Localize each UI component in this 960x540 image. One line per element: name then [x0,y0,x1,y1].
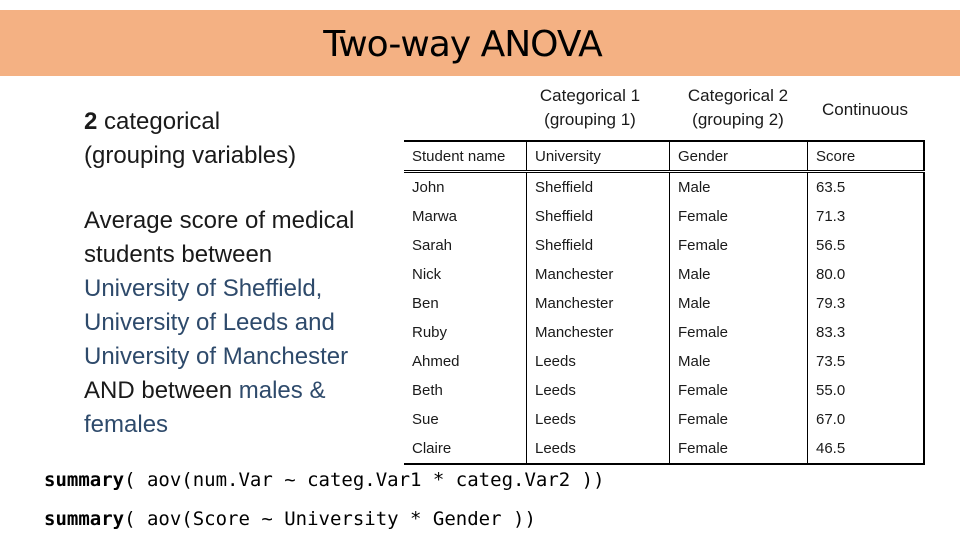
example-r-code-args: ( aov(Score ~ University * Gender )) [124,508,536,530]
table-row [404,405,924,434]
cell-score: 79.3 [808,289,925,318]
table-row [404,347,924,376]
study-line-2: students between [84,241,273,268]
grouping-line-1 [84,105,296,139]
cell-gender: Female [670,405,808,434]
categorical-1-subtitle: (grouping 1) [544,110,636,129]
study-line-5: University of Manchester [84,343,349,370]
cell-university: Sheffield [527,231,670,260]
cell-university: Sheffield [527,202,670,231]
study-line-1: Average score of medical [84,207,355,234]
categorical-1-title: Categorical 1 [539,86,641,105]
grouping-word: categorical [97,108,221,135]
cell-university: Leeds [527,405,670,434]
cell-name: Ahmed [412,353,460,370]
cell-university: Sheffield [527,172,670,203]
categorical-2-label [668,84,808,132]
cell-name: Beth [412,382,443,399]
cell-gender: Female [670,376,808,405]
cell-name: John [412,179,445,196]
cell-gender: Female [670,231,808,260]
study-description [84,204,354,442]
cell-score: 67.0 [808,405,925,434]
header-gender: Gender [670,141,808,172]
grouping-count: 2 [84,108,98,135]
table-row [404,434,924,464]
cell-name: Sue [412,411,439,428]
cell-name: Claire [412,440,452,457]
categorical-1-label [520,84,660,132]
table-row [404,172,924,203]
study-line-6-end: males & [238,377,326,404]
header-student-name: Student name [412,147,506,165]
table-row [404,231,924,260]
cell-score: 73.5 [808,347,925,376]
continuous-label: Continuous [821,100,908,119]
cell-gender: Male [670,260,808,289]
cell-gender: Male [670,289,808,318]
cell-gender: Female [670,434,808,464]
cell-gender: Female [670,318,808,347]
cell-gender: Female [670,202,808,231]
study-line-4: University of Leeds and [84,309,335,336]
table-row [404,318,924,347]
study-line-6-start: AND between [84,377,239,404]
study-line-3: University of Sheffield, [84,275,323,302]
table-header-row [404,141,924,172]
header-university: University [527,141,670,172]
cell-university: Leeds [527,434,670,464]
table-row [404,376,924,405]
study-line-7: females [84,411,169,438]
cell-name: Marwa [412,208,458,225]
table-row [404,202,924,231]
table-row [404,289,924,318]
cell-score: 55.0 [808,376,925,405]
cell-university: Manchester [527,289,670,318]
cell-score: 46.5 [808,434,925,464]
cell-gender: Male [670,172,808,203]
generic-r-code-args: ( aov(num.Var ~ categ.Var1 * categ.Var2 )) [124,469,605,491]
cell-university: Manchester [527,318,670,347]
cell-gender: Male [670,347,808,376]
cell-university: Leeds [527,376,670,405]
header-score: Score [808,141,925,172]
example-r-code [44,508,536,530]
table-row [404,260,924,289]
cell-name: Ben [412,295,439,312]
cell-score: 56.5 [808,231,925,260]
categorical-2-subtitle: (grouping 2) [692,110,784,129]
cell-name: Nick [412,266,442,283]
grouping-line-2: (grouping variables) [84,142,297,169]
cell-name: Sarah [412,237,453,254]
cell-university: Manchester [527,260,670,289]
cell-score: 83.3 [808,318,925,347]
grouping-description [84,105,296,173]
slide-title: Two-way ANOVA [323,24,602,65]
cell-score: 71.3 [808,202,925,231]
r-function-summary: summary [44,508,125,530]
r-function-summary: summary [44,469,125,491]
cell-score: 80.0 [808,260,925,289]
categorical-2-title: Categorical 2 [687,86,789,105]
cell-score: 63.5 [808,172,925,203]
study-line-6 [84,374,354,408]
cell-name: Ruby [412,324,448,341]
student-data-table [404,140,925,465]
cell-university: Leeds [527,347,670,376]
generic-r-code [44,469,605,491]
